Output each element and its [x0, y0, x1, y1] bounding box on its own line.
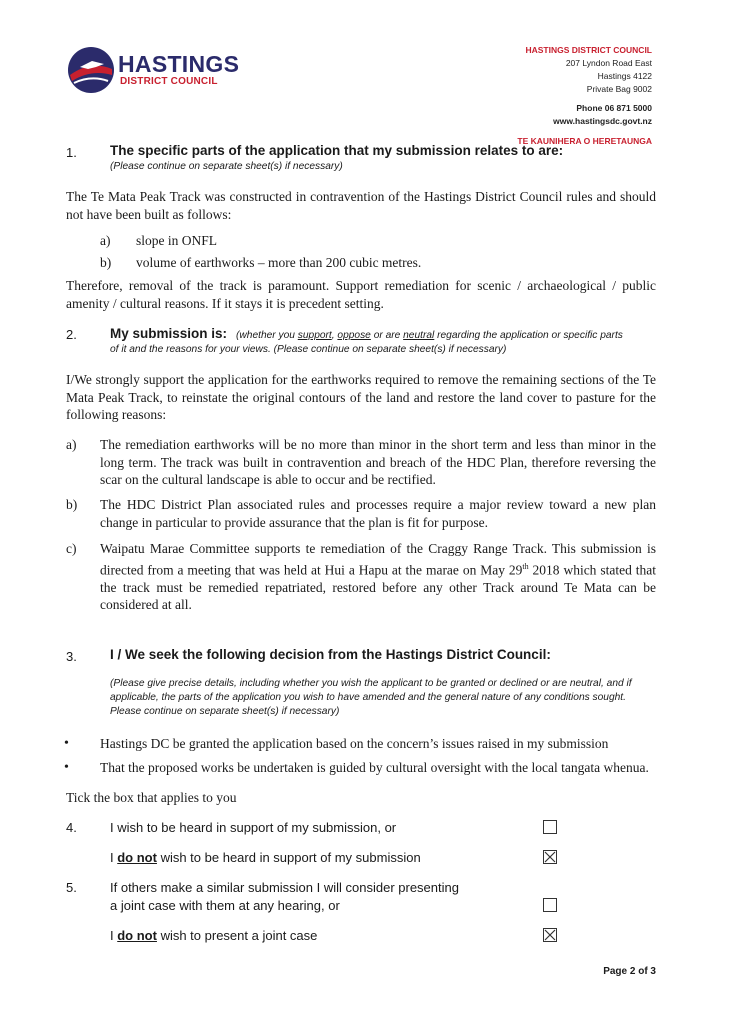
section4-option2	[110, 850, 421, 865]
section2-note-b: ,	[331, 330, 338, 341]
section2-item-b-label: b)	[66, 497, 78, 512]
address-city: Hastings 4122	[597, 71, 652, 81]
section1-intro: The Te Mata Peak Track was constructed in contravention of the Hastings District Council rules and should not have been built as follows:	[66, 189, 656, 222]
logo-subtitle: DISTRICT COUNCIL	[120, 76, 218, 87]
address-maori-name: TE KAUNIHERA O HERETAUNGA	[517, 136, 652, 146]
address-street: 207 Lyndon Road East	[565, 58, 652, 68]
section2-note-d: regarding the application or specific parts	[434, 330, 623, 341]
address-bag: Private Bag 9002	[586, 84, 652, 94]
section5-option2-do-not: do not	[117, 928, 157, 943]
section2-note-oppose: oppose	[337, 330, 371, 341]
section5-option1-line1: If others make a similar submission I will consider presenting	[110, 880, 459, 895]
section2-intro: I/We strongly support the application for the earthworks required to remove the remaining sections of the Te Mata Peak Track, to reinstate the original contours of the land and restore the land cover to pasture for the following reasons:	[66, 372, 656, 422]
section1-item-b-label: b)	[100, 255, 112, 270]
council-logo-icon	[66, 45, 116, 95]
section1-item-a-label: a)	[100, 233, 111, 248]
section1-item-b-text: volume of earthworks – more than 200 cubic metres.	[136, 255, 422, 270]
section4-number: 4.	[66, 820, 77, 835]
section2-item-c-text-b: 2018 which stated that the track must be remedied repatriated, restored before any other Track around Te Mata can be considered at all.	[100, 562, 656, 612]
section4-option2-c: wish to be heard in support of my submission	[156, 850, 421, 865]
section3-bullet-2-icon: •	[64, 760, 69, 775]
section4-option2-a: I	[110, 850, 118, 865]
section2-item-c-text-a: Waipatu Marae Committee supports te remediation of the Craggy Range Track. This submission is directed from a meeting that was held at Hui a Hapu at the marae on May 29	[100, 541, 656, 577]
section4-option2-checkbox[interactable]	[543, 850, 557, 864]
section4-option1-checkbox[interactable]	[543, 820, 557, 834]
section5-option2-checkbox[interactable]	[543, 928, 557, 942]
section2-heading-line	[110, 325, 670, 343]
checked-x-icon	[544, 851, 556, 863]
page-number: Page 2 of 3	[603, 966, 656, 977]
section3-heading: I / We seek the following decision from the Hastings District Council:	[110, 647, 551, 662]
council-logo	[66, 45, 246, 97]
section1-note: (Please continue on separate sheet(s) if necessary)	[110, 161, 343, 172]
section5-number: 5.	[66, 880, 77, 895]
logo-wordmark: HASTINGS	[118, 51, 240, 77]
section2-note-support: support	[297, 330, 332, 341]
section4-option2-do-not: do not	[117, 850, 157, 865]
section2-item-b-text: The HDC District Plan associated rules and processes require a major review toward a new plan change in particular to provide assurance that the plan is fit for purpose.	[100, 497, 656, 530]
section4-option1: I wish to be heard in support of my submission, or	[110, 820, 397, 835]
section2-item-c-text	[100, 540, 656, 614]
section2-note-c: or are	[370, 330, 404, 341]
section2-item-c-sup: th	[522, 561, 529, 571]
section2-note-neutral: neutral	[403, 330, 435, 341]
section5-option2	[110, 928, 317, 943]
section2-number: 2.	[66, 327, 77, 342]
section5-option2-a: I	[110, 928, 118, 943]
section5-option2-c: wish to present a joint case	[156, 928, 318, 943]
section2-item-a-text: The remediation earthworks will be no more than minor in the short term and less than minor in the long term. The track was built in contravention and breach of the HDC Plan, therefore reversing the scar on the cultural landscape is able to occur and be rectified.	[100, 437, 656, 487]
section3-note: (Please give precise details, including whether you wish the applicant to be granted or declined or are neutral, and if applicable, the parts of the application you wish to have amended and the general nature of any conditions sought. Please continue on separate sheet(s) if necessary)	[110, 678, 632, 717]
section3-bullet-1-icon: •	[64, 736, 69, 751]
address-phone: Phone 06 871 5000	[576, 103, 652, 113]
checked-x-icon	[544, 929, 556, 941]
section2-item-a-label: a)	[66, 437, 77, 452]
section3-bullet-2: That the proposed works be undertaken is guided by cultural oversight with the local tangata whenua.	[100, 760, 649, 775]
section1-item-a-text: slope in ONFL	[136, 233, 217, 248]
section2-heading: My submission is:	[110, 326, 228, 341]
section1-number: 1.	[66, 145, 77, 160]
section1-heading: The specific parts of the application that my submission relates to are:	[110, 143, 564, 158]
section3-bullet-1: Hastings DC be granted the application based on the concern’s issues raised in my submission	[100, 736, 609, 751]
section2-item-c-label: c)	[66, 541, 77, 556]
section2-note-line2: of it and the reasons for your views. (Please continue on separate sheet(s) if necessary)	[110, 344, 507, 355]
section5-option1-line2: a joint case with them at any hearing, or	[110, 898, 340, 913]
section5-option1-checkbox[interactable]	[543, 898, 557, 912]
section3-number: 3.	[66, 649, 77, 664]
section1-outro: Therefore, removal of the track is paramount. Support remediation for scenic / archaeological / public amenity / cultural reasons. If it stays it is precedent setting.	[66, 278, 656, 311]
address-website: www.hastingsdc.govt.nz	[553, 116, 652, 126]
tick-intro: Tick the box that applies to you	[66, 790, 237, 805]
section2-note-a: (whether you	[236, 330, 298, 341]
address-council: HASTINGS DISTRICT COUNCIL	[525, 45, 652, 55]
